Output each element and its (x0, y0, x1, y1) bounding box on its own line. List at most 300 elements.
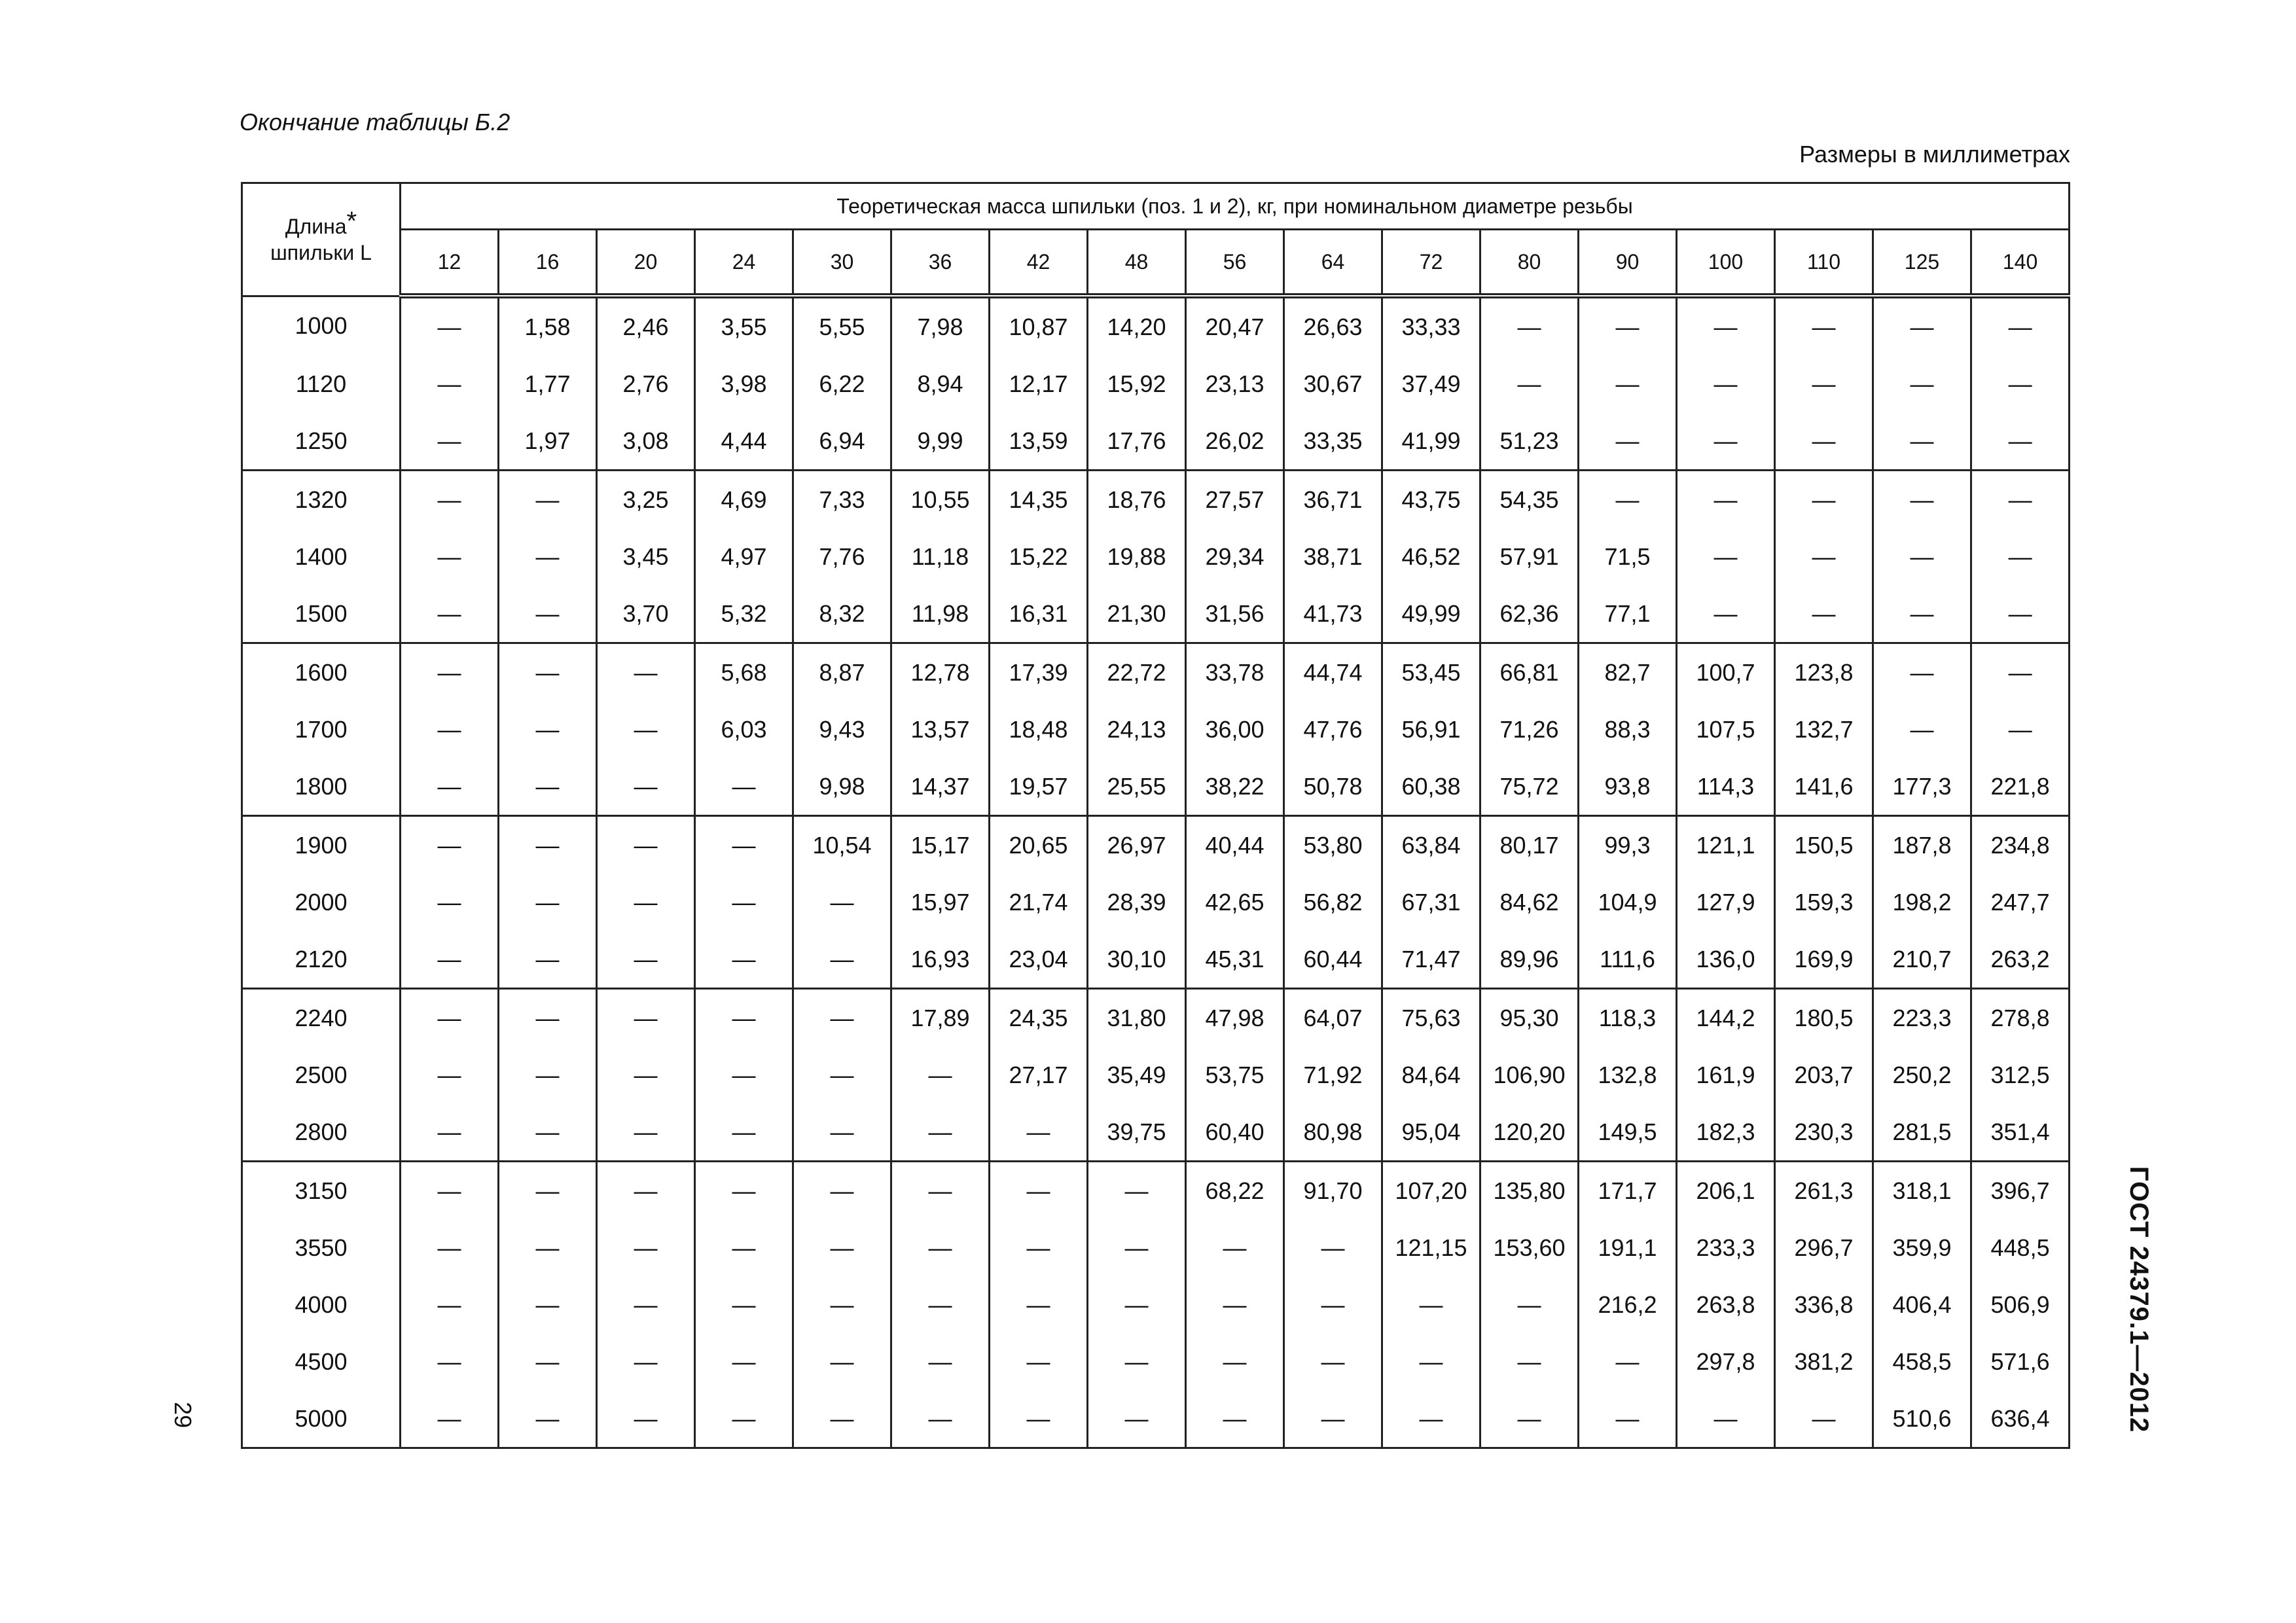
mass-cell: 100,7 (1677, 643, 1775, 702)
mass-cell: — (499, 1276, 597, 1333)
mass-cell: 230,3 (1775, 1103, 1873, 1162)
mass-cell: 12,17 (990, 355, 1088, 412)
mass-cell: — (1284, 1276, 1382, 1333)
mass-cell: — (793, 1333, 891, 1390)
mass-cell: 1,77 (499, 355, 597, 412)
mass-cell: — (499, 1162, 597, 1220)
mass-cell: 84,64 (1382, 1046, 1480, 1103)
mass-cell: — (793, 1046, 891, 1103)
mass-cell: 1,58 (499, 296, 597, 355)
mass-cell: 20,65 (990, 816, 1088, 874)
diameter-header: 24 (695, 230, 793, 296)
mass-cell: 47,98 (1186, 989, 1284, 1047)
mass-cell: 41,99 (1382, 412, 1480, 471)
mass-cell: 191,1 (1579, 1219, 1677, 1276)
mass-cell: 6,94 (793, 412, 891, 471)
mass-cell: 13,57 (891, 701, 990, 758)
mass-cell: 182,3 (1677, 1103, 1775, 1162)
mass-cell: 77,1 (1579, 585, 1677, 643)
mass-cell: 223,3 (1873, 989, 1971, 1047)
mass-cell: 60,40 (1186, 1103, 1284, 1162)
mass-cell: — (695, 816, 793, 874)
mass-cell: 153,60 (1480, 1219, 1579, 1276)
table-row (242, 1276, 2070, 1333)
mass-cell: — (891, 1219, 990, 1276)
mass-cell: — (1873, 585, 1971, 643)
mass-cell: 281,5 (1873, 1103, 1971, 1162)
mass-cell: 506,9 (1971, 1276, 2070, 1333)
table-row (242, 296, 2070, 355)
mass-cell: 23,13 (1186, 355, 1284, 412)
mass-cell: — (1873, 643, 1971, 702)
table-row (242, 355, 2070, 412)
mass-cell: — (401, 1390, 499, 1448)
mass-cell: — (1677, 1390, 1775, 1448)
diameter-header: 42 (990, 230, 1088, 296)
mass-cell: 33,33 (1382, 296, 1480, 355)
mass-cell: — (1971, 643, 2070, 702)
table-row (242, 989, 2070, 1047)
mass-cell: — (401, 989, 499, 1047)
length-cell: 4500 (242, 1333, 401, 1390)
mass-cell: 80,17 (1480, 816, 1579, 874)
mass-cell: 75,72 (1480, 758, 1579, 816)
mass-cell: 17,76 (1088, 412, 1186, 471)
mass-cell: 3,08 (597, 412, 695, 471)
mass-cell: 19,88 (1088, 528, 1186, 585)
mass-cell: — (1775, 471, 1873, 529)
mass-cell: — (695, 1276, 793, 1333)
mass-cell: 9,99 (891, 412, 990, 471)
mass-cell: 12,78 (891, 643, 990, 702)
mass-cell: — (793, 1103, 891, 1162)
mass-cell: 8,87 (793, 643, 891, 702)
mass-cell: 7,76 (793, 528, 891, 585)
mass-cell: 297,8 (1677, 1333, 1775, 1390)
mass-cell: 132,7 (1775, 701, 1873, 758)
diameter-header: 12 (401, 230, 499, 296)
mass-cell: — (1873, 296, 1971, 355)
mass-cell: — (499, 585, 597, 643)
mass-cell: 26,63 (1284, 296, 1382, 355)
mass-cell: — (499, 1333, 597, 1390)
mass-cell: 210,7 (1873, 931, 1971, 989)
mass-cell: — (891, 1103, 990, 1162)
mass-cell: 107,20 (1382, 1162, 1480, 1220)
length-cell: 1000 (242, 296, 401, 355)
mass-cell: — (1873, 412, 1971, 471)
mass-cell: — (499, 528, 597, 585)
mass-cell: 26,97 (1088, 816, 1186, 874)
mass-cell: 132,8 (1579, 1046, 1677, 1103)
mass-cell: 26,02 (1186, 412, 1284, 471)
mass-cell: — (1775, 296, 1873, 355)
mass-cell: — (793, 931, 891, 989)
mass-cell: 221,8 (1971, 758, 2070, 816)
mass-cell: — (597, 989, 695, 1047)
mass-cell: 57,91 (1480, 528, 1579, 585)
mass-cell: 38,71 (1284, 528, 1382, 585)
mass-cell: 24,13 (1088, 701, 1186, 758)
mass-cell: — (793, 989, 891, 1047)
mass-cell: 121,1 (1677, 816, 1775, 874)
length-cell: 3150 (242, 1162, 401, 1220)
mass-cell: 99,3 (1579, 816, 1677, 874)
mass-cell: 27,57 (1186, 471, 1284, 529)
mass-cell: 17,89 (891, 989, 990, 1047)
length-cell: 4000 (242, 1276, 401, 1333)
mass-cell: 107,5 (1677, 701, 1775, 758)
mass-cell: — (1579, 412, 1677, 471)
mass-cell: 169,9 (1775, 931, 1873, 989)
mass-cell: 247,7 (1971, 874, 2070, 931)
mass-cell: 24,35 (990, 989, 1088, 1047)
mass-cell: — (1088, 1276, 1186, 1333)
mass-cell: — (499, 931, 597, 989)
mass-cell: — (1775, 355, 1873, 412)
mass-cell: — (1088, 1390, 1186, 1448)
mass-cell: — (597, 1390, 695, 1448)
mass-cell: — (1775, 1390, 1873, 1448)
mass-cell: — (499, 1103, 597, 1162)
mass-cell: — (1284, 1390, 1382, 1448)
mass-cell: 6,03 (695, 701, 793, 758)
mass-cell: 23,04 (990, 931, 1088, 989)
mass-cell: 261,3 (1775, 1162, 1873, 1220)
mass-cell: — (695, 874, 793, 931)
mass-cell: — (401, 701, 499, 758)
mass-cell: — (1971, 701, 2070, 758)
mass-cell: — (401, 816, 499, 874)
mass-cell: 263,8 (1677, 1276, 1775, 1333)
mass-cell: — (499, 471, 597, 529)
diameter-header: 30 (793, 230, 891, 296)
mass-cell: — (695, 1046, 793, 1103)
page-number: 29 (170, 1402, 196, 1429)
mass-cell: — (401, 758, 499, 816)
mass-cell: 3,45 (597, 528, 695, 585)
mass-cell: — (499, 758, 597, 816)
mass-table (241, 182, 2070, 1449)
mass-cell: — (1186, 1276, 1284, 1333)
mass-cell: 95,30 (1480, 989, 1579, 1047)
mass-cell: 177,3 (1873, 758, 1971, 816)
mass-cell: 234,8 (1971, 816, 2070, 874)
mass-cell: — (597, 1046, 695, 1103)
mass-cell: 233,3 (1677, 1219, 1775, 1276)
mass-cell: 216,2 (1579, 1276, 1677, 1333)
mass-cell: 19,57 (990, 758, 1088, 816)
diameter-header: 56 (1186, 230, 1284, 296)
length-cell: 2000 (242, 874, 401, 931)
diameter-header: 125 (1873, 230, 1971, 296)
mass-cell: — (1579, 296, 1677, 355)
footnote-star: * (346, 206, 357, 236)
mass-cell: — (1579, 471, 1677, 529)
mass-cell: 35,49 (1088, 1046, 1186, 1103)
length-cell: 1900 (242, 816, 401, 874)
mass-cell: 89,96 (1480, 931, 1579, 989)
mass-cell: 15,17 (891, 816, 990, 874)
mass-cell: — (891, 1276, 990, 1333)
mass-cell: 50,78 (1284, 758, 1382, 816)
mass-cell: 21,30 (1088, 585, 1186, 643)
mass-cell: 106,90 (1480, 1046, 1579, 1103)
mass-cell: 16,93 (891, 931, 990, 989)
mass-cell: — (597, 816, 695, 874)
mass-cell: 127,9 (1677, 874, 1775, 931)
table-row (242, 471, 2070, 529)
mass-cell: 4,97 (695, 528, 793, 585)
mass-cell: 5,68 (695, 643, 793, 702)
length-cell: 1400 (242, 528, 401, 585)
mass-cell: — (401, 1333, 499, 1390)
mass-cell: — (401, 1162, 499, 1220)
mass-cell: 84,62 (1480, 874, 1579, 931)
table-row (242, 1219, 2070, 1276)
mass-cell: 121,15 (1382, 1219, 1480, 1276)
mass-cell: 8,32 (793, 585, 891, 643)
diameter-header: 36 (891, 230, 990, 296)
mass-cell: — (990, 1276, 1088, 1333)
mass-cell: — (1480, 355, 1579, 412)
mass-cell: — (793, 1219, 891, 1276)
length-cell: 2240 (242, 989, 401, 1047)
mass-cell: 159,3 (1775, 874, 1873, 931)
mass-cell: 149,5 (1579, 1103, 1677, 1162)
length-cell: 1120 (242, 355, 401, 412)
document-code: ГОСТ 24379.1—2012 (2125, 1166, 2153, 1433)
mass-cell: — (401, 528, 499, 585)
mass-cell: — (1873, 355, 1971, 412)
mass-cell: 46,52 (1382, 528, 1480, 585)
mass-cell: 3,55 (695, 296, 793, 355)
mass-cell: 30,67 (1284, 355, 1382, 412)
mass-cell: 54,35 (1480, 471, 1579, 529)
mass-cell: — (401, 412, 499, 471)
mass-cell: 93,8 (1579, 758, 1677, 816)
mass-cell: 123,8 (1775, 643, 1873, 702)
diameter-header: 48 (1088, 230, 1186, 296)
diameter-header: 140 (1971, 230, 2070, 296)
mass-cell: 136,0 (1677, 931, 1775, 989)
mass-cell: 198,2 (1873, 874, 1971, 931)
mass-cell: — (401, 471, 499, 529)
length-cell: 1700 (242, 701, 401, 758)
mass-cell: — (990, 1333, 1088, 1390)
mass-cell: — (1775, 585, 1873, 643)
mass-cell: — (1186, 1219, 1284, 1276)
mass-cell: 62,36 (1480, 585, 1579, 643)
mass-cell: — (1579, 1390, 1677, 1448)
mass-cell: — (891, 1390, 990, 1448)
mass-cell: 38,22 (1186, 758, 1284, 816)
mass-cell: — (695, 989, 793, 1047)
diameter-header: 72 (1382, 230, 1480, 296)
mass-cell: 5,55 (793, 296, 891, 355)
mass-cell: 114,3 (1677, 758, 1775, 816)
diameter-header: 80 (1480, 230, 1579, 296)
mass-cell: 3,98 (695, 355, 793, 412)
mass-cell: 47,76 (1284, 701, 1382, 758)
length-header-line2: шпильки L (270, 240, 372, 264)
diameter-header: 90 (1579, 230, 1677, 296)
mass-cell: — (499, 1390, 597, 1448)
mass-cell: 43,75 (1382, 471, 1480, 529)
mass-cell: — (597, 1162, 695, 1220)
mass-cell: 56,91 (1382, 701, 1480, 758)
mass-cell: 13,59 (990, 412, 1088, 471)
mass-cell: — (695, 1103, 793, 1162)
mass-cell: — (401, 355, 499, 412)
mass-cell: 118,3 (1579, 989, 1677, 1047)
mass-cell: 95,04 (1382, 1103, 1480, 1162)
mass-cell: 1,97 (499, 412, 597, 471)
mass-cell: 16,31 (990, 585, 1088, 643)
mass-cell: — (499, 989, 597, 1047)
mass-cell: 67,31 (1382, 874, 1480, 931)
mass-cell: — (1284, 1219, 1382, 1276)
length-cell: 1800 (242, 758, 401, 816)
diameter-header: 16 (499, 230, 597, 296)
mass-cell: 458,5 (1873, 1333, 1971, 1390)
mass-cell: 636,4 (1971, 1390, 2070, 1448)
mass-cell: 104,9 (1579, 874, 1677, 931)
mass-cell: — (1579, 1333, 1677, 1390)
mass-cell: 571,6 (1971, 1333, 2070, 1390)
mass-cell: — (1480, 1276, 1579, 1333)
mass-cell: 250,2 (1873, 1046, 1971, 1103)
mass-cell: 161,9 (1677, 1046, 1775, 1103)
mass-cell: 2,46 (597, 296, 695, 355)
mass-cell: 18,48 (990, 701, 1088, 758)
mass-cell: — (695, 1162, 793, 1220)
mass-cell: 66,81 (1480, 643, 1579, 702)
mass-cell: — (1579, 355, 1677, 412)
mass-cell: 31,56 (1186, 585, 1284, 643)
mass-cell: 17,39 (990, 643, 1088, 702)
mass-cell: 28,39 (1088, 874, 1186, 931)
mass-cell: — (891, 1333, 990, 1390)
length-cell: 5000 (242, 1390, 401, 1448)
mass-cell: — (695, 1219, 793, 1276)
mass-cell: — (695, 931, 793, 989)
mass-cell: 11,98 (891, 585, 990, 643)
mass-cell: 150,5 (1775, 816, 1873, 874)
mass-cell: — (793, 1276, 891, 1333)
mass-cell: 49,99 (1382, 585, 1480, 643)
mass-cell: — (1284, 1333, 1382, 1390)
mass-cell: 71,92 (1284, 1046, 1382, 1103)
table-row (242, 1046, 2070, 1103)
mass-cell: — (1088, 1162, 1186, 1220)
mass-cell: 75,63 (1382, 989, 1480, 1047)
mass-cell: — (1775, 412, 1873, 471)
mass-cell: 37,49 (1382, 355, 1480, 412)
mass-cell: 27,17 (990, 1046, 1088, 1103)
length-cell: 1320 (242, 471, 401, 529)
mass-cell: 6,22 (793, 355, 891, 412)
mass-cell: 336,8 (1775, 1276, 1873, 1333)
mass-cell: — (793, 1162, 891, 1220)
mass-cell: — (1480, 296, 1579, 355)
mass-cell: 10,54 (793, 816, 891, 874)
length-cell: 3550 (242, 1219, 401, 1276)
mass-cell: 448,5 (1971, 1219, 2070, 1276)
mass-cell: — (695, 1333, 793, 1390)
table-row (242, 1390, 2070, 1448)
mass-cell: — (891, 1162, 990, 1220)
mass-cell: 29,34 (1186, 528, 1284, 585)
mass-cell: 10,55 (891, 471, 990, 529)
mass-column-header: Теоретическая масса шпильки (поз. 1 и 2), кг, при номинальном диаметре резьбы (401, 183, 2070, 230)
table-row (242, 643, 2070, 702)
mass-cell: 9,98 (793, 758, 891, 816)
mass-cell: — (695, 1390, 793, 1448)
mass-cell: — (1382, 1390, 1480, 1448)
mass-cell: — (891, 1046, 990, 1103)
mass-cell: 263,2 (1971, 931, 2070, 989)
mass-cell: 22,72 (1088, 643, 1186, 702)
mass-cell: — (1873, 701, 1971, 758)
mass-cell: — (990, 1162, 1088, 1220)
mass-cell: — (990, 1219, 1088, 1276)
mass-cell: 120,20 (1480, 1103, 1579, 1162)
mass-cell: — (1873, 471, 1971, 529)
mass-cell: — (499, 643, 597, 702)
mass-cell: 3,70 (597, 585, 695, 643)
mass-cell: 63,84 (1382, 816, 1480, 874)
mass-cell: 135,80 (1480, 1162, 1579, 1220)
diameter-header: 100 (1677, 230, 1775, 296)
mass-cell: 60,38 (1382, 758, 1480, 816)
mass-cell: — (1677, 528, 1775, 585)
mass-cell: — (597, 643, 695, 702)
mass-cell: — (1971, 471, 2070, 529)
mass-cell: — (1382, 1276, 1480, 1333)
table-row (242, 1162, 2070, 1220)
mass-cell: — (401, 1219, 499, 1276)
mass-cell: 396,7 (1971, 1162, 2070, 1220)
mass-cell: 21,74 (990, 874, 1088, 931)
mass-cell: — (1382, 1333, 1480, 1390)
mass-cell: — (1186, 1333, 1284, 1390)
diameter-header: 110 (1775, 230, 1873, 296)
mass-cell: — (597, 931, 695, 989)
mass-cell: — (1775, 528, 1873, 585)
mass-cell: 187,8 (1873, 816, 1971, 874)
mass-cell: 359,9 (1873, 1219, 1971, 1276)
mass-cell: — (597, 1276, 695, 1333)
mass-cell: — (1677, 296, 1775, 355)
mass-cell: 278,8 (1971, 989, 2070, 1047)
mass-cell: — (1971, 412, 2070, 471)
mass-cell: 71,47 (1382, 931, 1480, 989)
table-row (242, 816, 2070, 874)
mass-cell: 25,55 (1088, 758, 1186, 816)
mass-cell: 351,4 (1971, 1103, 2070, 1162)
length-cell: 2500 (242, 1046, 401, 1103)
mass-cell: 30,10 (1088, 931, 1186, 989)
mass-cell: 53,45 (1382, 643, 1480, 702)
mass-cell: 36,00 (1186, 701, 1284, 758)
table-row (242, 701, 2070, 758)
mass-cell: 7,98 (891, 296, 990, 355)
mass-cell: 80,98 (1284, 1103, 1382, 1162)
mass-cell: 36,71 (1284, 471, 1382, 529)
table-row (242, 1103, 2070, 1162)
mass-cell: — (499, 701, 597, 758)
